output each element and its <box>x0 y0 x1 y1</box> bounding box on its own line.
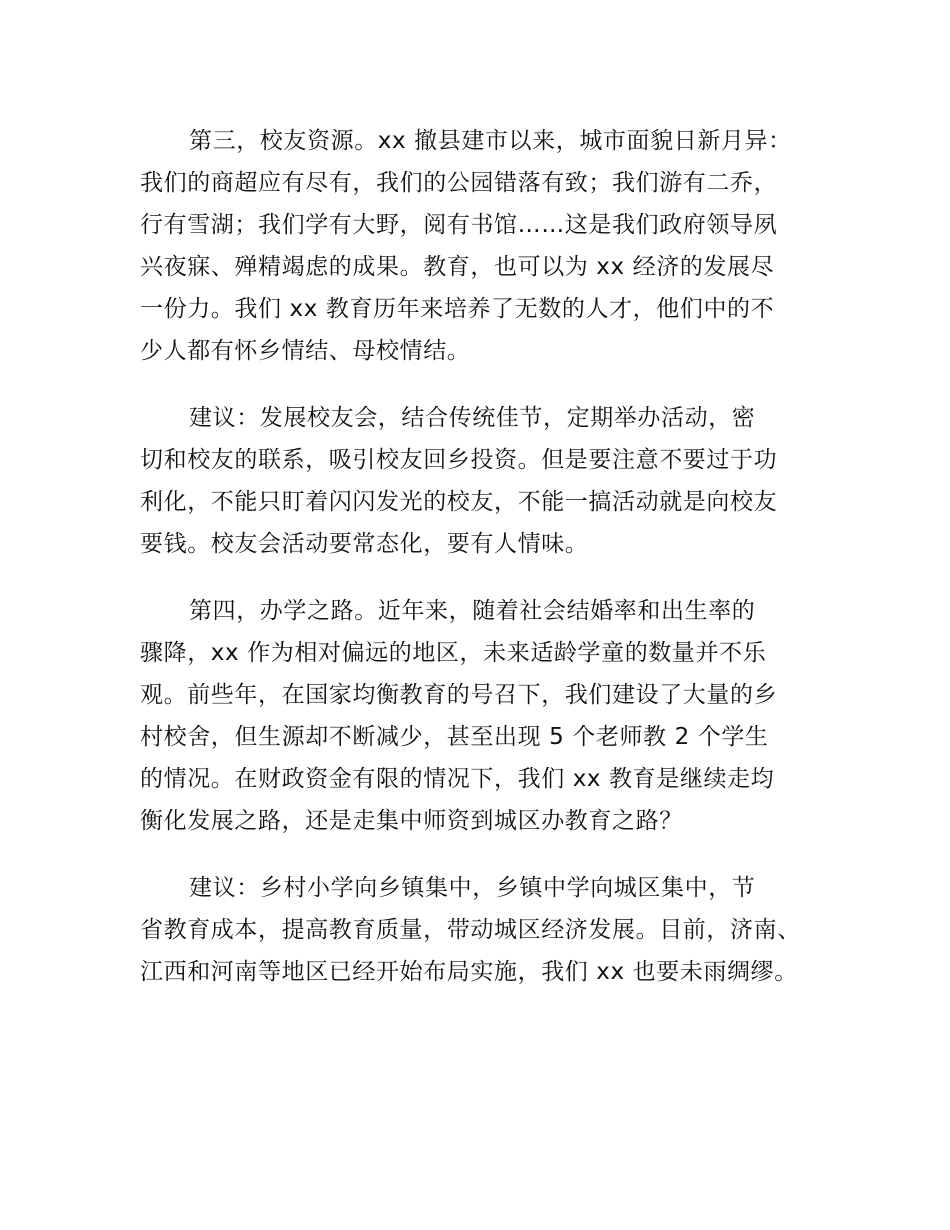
text-line: 村校舍，但生源却不断减少，甚至出现 5 个老师教 2 个学生 <box>140 724 769 750</box>
text-line: 切和校友的联系，吸引校友回乡投资。但是要注意不要过于功 <box>140 447 778 473</box>
text-line: 利化，不能只盯着闪闪发光的校友，不能一搞活动就是向校友 <box>140 489 778 515</box>
text-line: 观。前些年，在国家均衡教育的号召下，我们建设了大量的乡 <box>140 682 778 708</box>
text-line: 第三，校友资源。xx 撤县建市以来，城市面貌日新月异： <box>189 128 792 154</box>
text-line: 衡化发展之路，还是走集中师资到城区办教育之路？ <box>140 808 683 834</box>
text-line: 骤降，xx 作为相对偏远的地区，未来适龄学童的数量并不乐 <box>140 640 767 666</box>
text-line: 行有雪湖；我们学有大野，阅有书馆……这是我们政府领导夙 <box>140 212 778 238</box>
text-line: 兴夜寐、殚精竭虑的成果。教育，也可以为 xx 经济的发展尽 <box>140 254 775 280</box>
text-line: 建议：发展校友会，结合传统佳节，定期举办活动，密 <box>189 405 756 431</box>
text-line: 江西和河南等地区已经开始布局实施，我们 xx 也要未雨绸缪。 <box>140 959 798 985</box>
text-line: 建议：乡村小学向乡镇集中，乡镇中学向城区集中，节 <box>189 875 756 901</box>
text-line: 要钱。校友会活动要常态化，要有人情味。 <box>140 531 589 557</box>
text-line: 的情况。在财政资金有限的情况下，我们 xx 教育是继续走均 <box>140 766 775 792</box>
text-line: 第四，办学之路。近年来，随着社会结婚率和出生率的 <box>189 598 756 624</box>
text-line: 我们的商超应有尽有，我们的公园错落有致；我们游有二乔， <box>140 170 778 196</box>
text-line: 一份力。我们 xx 教育历年来培养了无数的人才，他们中的不 <box>140 296 775 322</box>
text-line: 省教育成本，提高教育质量，带动城区经济发展。目前，济南、 <box>140 917 801 943</box>
text-line: 少人都有怀乡情结、母校情结。 <box>140 338 471 364</box>
